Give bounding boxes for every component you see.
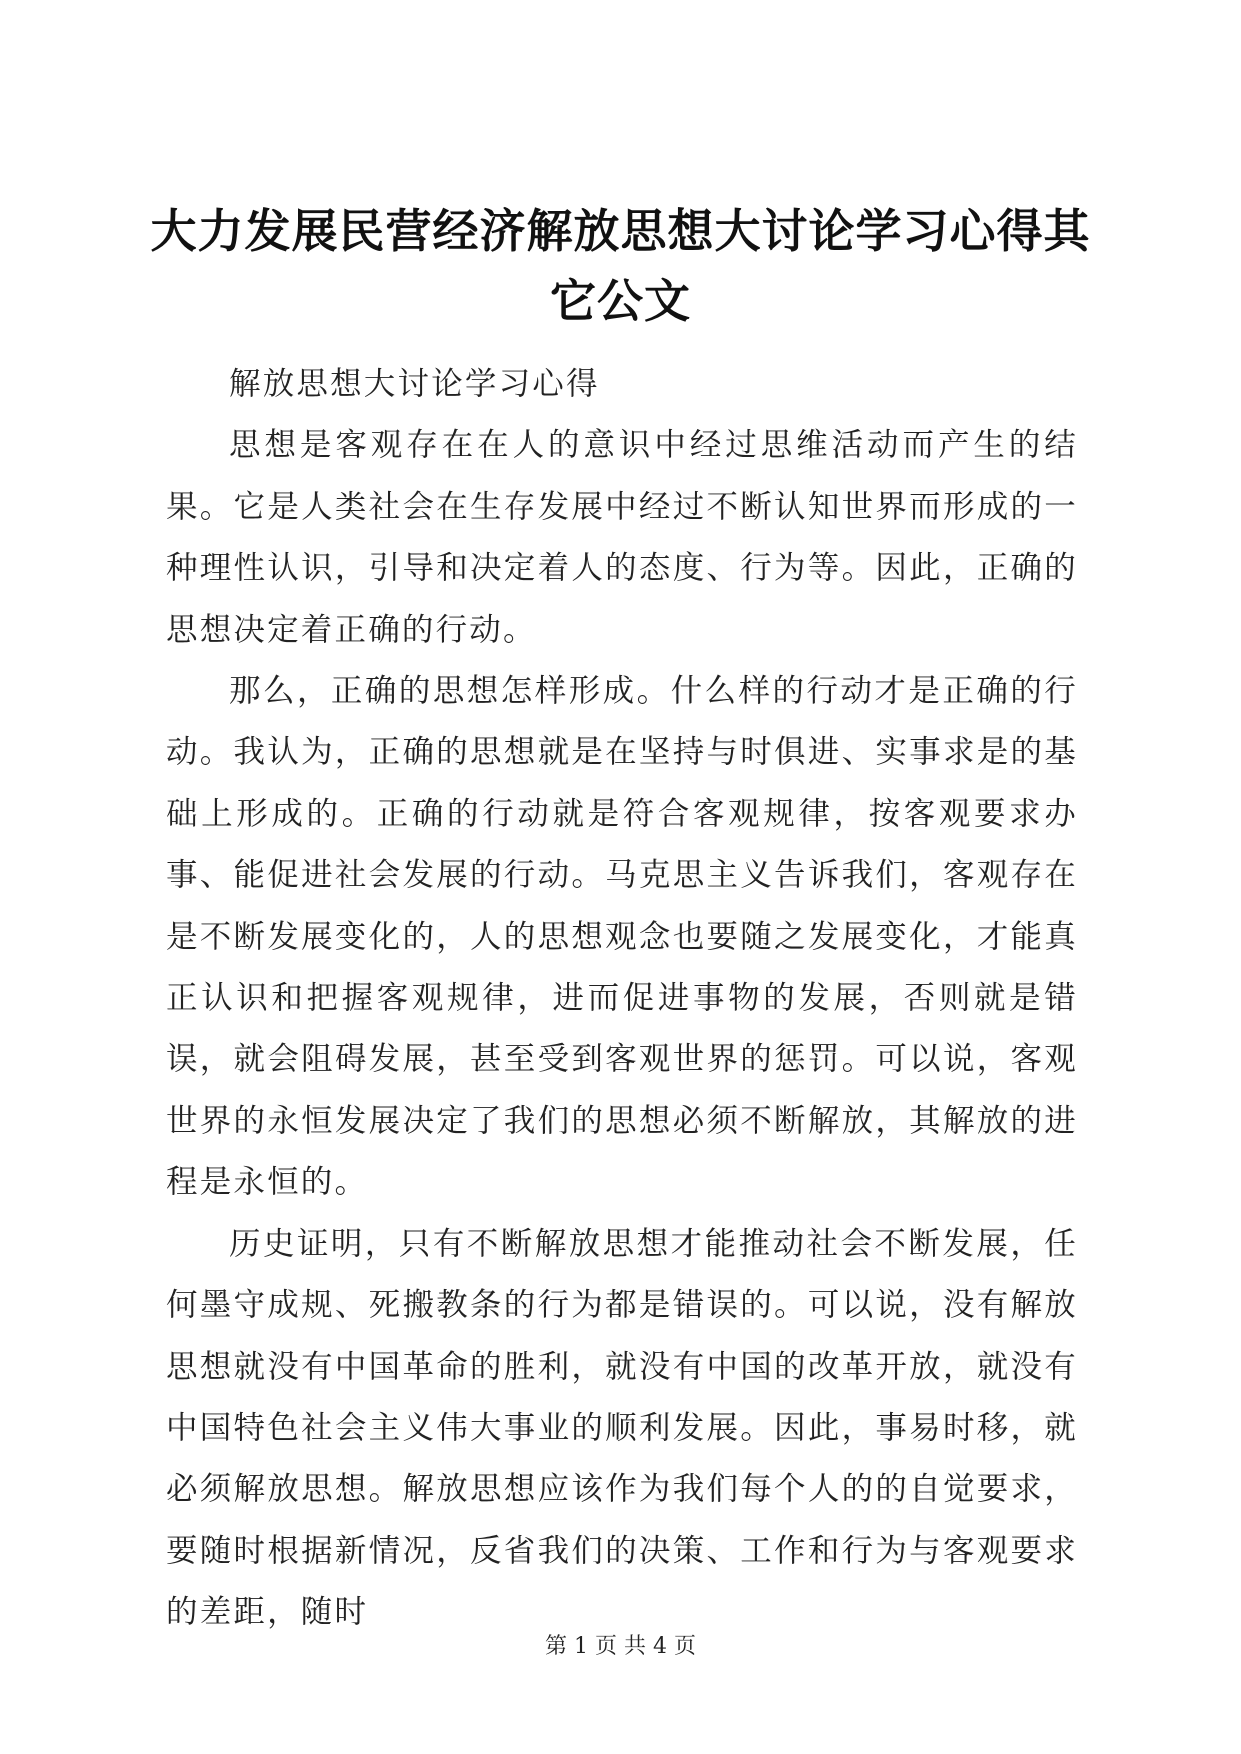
document-subtitle: 解放思想大讨论学习心得 xyxy=(229,366,600,402)
document-body xyxy=(166,354,1078,1644)
document-title: 大力发展民营经济解放思想大讨论学习心得其它公文 xyxy=(150,204,1091,328)
page-number-footer: 第 1 页 共 4 页 xyxy=(545,1634,696,1659)
paragraph-1: 思想是客观存在在人的意识中经过思维活动而产生的结果。它是人类社会在生存发展中经过不断认知世界而形成的一种理性认识，引导和决定着人的态度、行为等。因此，正确的思想决定着正确的行动。 xyxy=(166,427,1078,648)
paragraph-2: 那么，正确的思想怎样形成。什么样的行动才是正确的行动。我认为，正确的思想就是在坚持与时俱进、实事求是的基础上形成的。正确的行动就是符合客观规律，按客观要求办事、能促进社会发展的行动。马克思主义告诉我们，客观存在是不断发展变化的，人的思想观念也要随之发展变化，才能真正认识和把握客观规律，进而促进事物的发展，否则就是错误，就会阻碍发展，甚至受到客观世界的惩罚。可以说，客观世界的永恒发展决定了我们的思想必须不断解放，其解放的进程是永恒的。 xyxy=(166,673,1078,1201)
paragraph-3: 历史证明，只有不断解放思想才能推动社会不断发展，任何墨守成规、死搬教条的行为都是错误的。可以说，没有解放思想就没有中国革命的胜利，就没有中国的改革开放，就没有中国特色社会主义伟大事业的顺利发展。因此，事易时移，就必须解放思想。解放思想应该作为我们每个人的的自觉要求，要随时根据新情况，反省我们的决策、工作和行为与客观要求的差距，随时 xyxy=(166,1225,1078,1631)
